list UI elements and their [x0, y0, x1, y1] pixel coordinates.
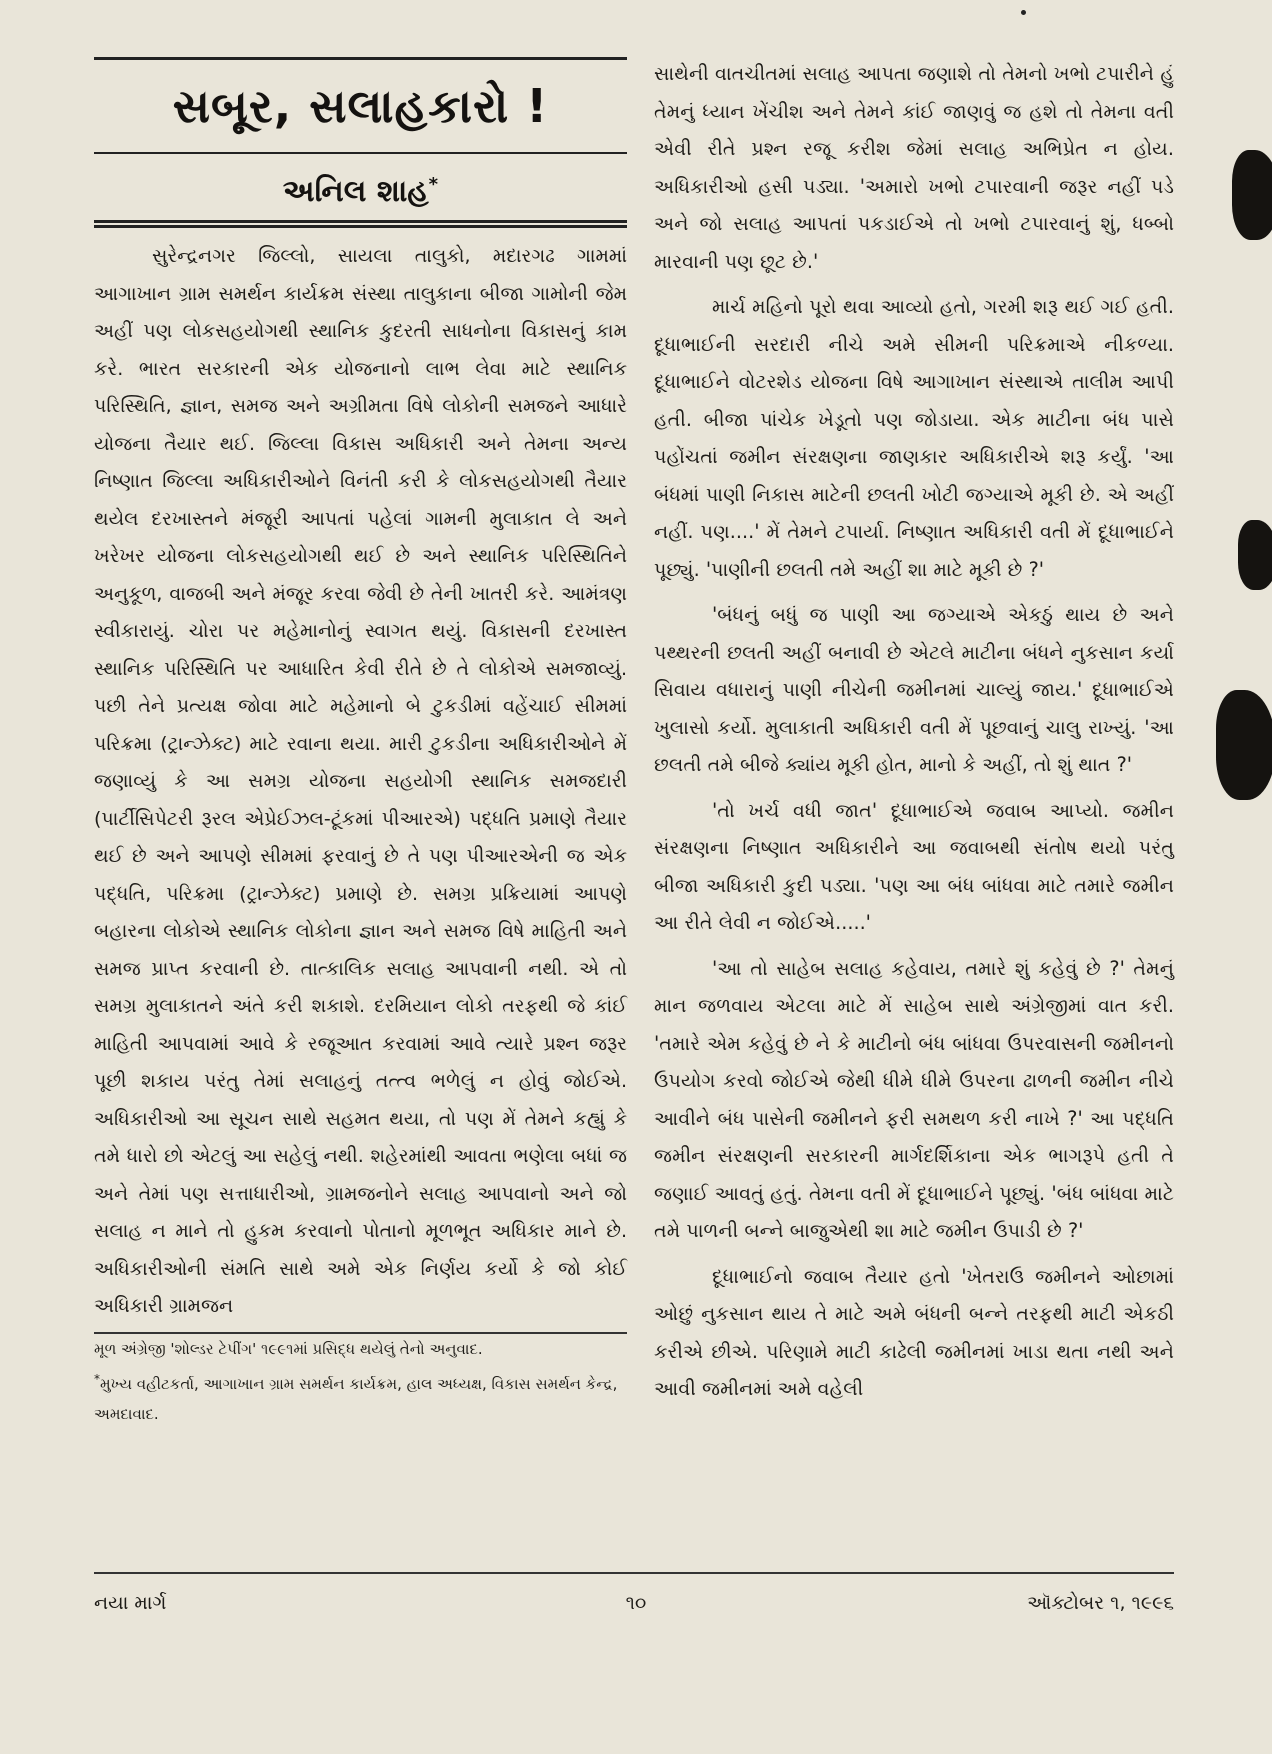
author-double-rule: [94, 220, 627, 228]
left-paragraph: સુરેન્દ્રનગર જિલ્લો, સાયલા તાલુકો, મદારગઢ ગામમાં આગાખાન ગ્રામ સમર્થન કાર્યક્રમ સંસ્થા તાલુકાના બીજા ગામોની જેમ અહીં પણ લોકસહયોગથી સ્થાનિક કુદરતી સાધનોના વિકાસનું કામ કરે. ભારત સરકારની એક યોજનાનો લાભ લેવા માટે સ્થાનિક પરિસ્થિતિ, જ્ઞાન, સમજ અને અગ્રીમતા વિષે લોકોની સમજને આધારે યોજના તૈયાર થઈ. જિલ્લા વિકાસ અધિકારી અને તેમના અન્ય નિષ્ણાત જિલ્લા અધિકારીઓને વિનંતી કરી કે લોકસહયોગથી તૈયાર થયેલ દરખાસ્તને મંજૂરી આપતાં પહેલાં ગામની મુલાકાત લે અને ખરેખર યોજના લોકસહયોગથી થઈ છે અને સ્થાનિક પરિસ્થિતિને અનુકૂળ, વાજબી અને મંજૂર કરવા જેવી છે તેની ખાતરી કરે. આમંત્રણ સ્વીકારાયું. ચોરા પર મહેમાનોનું સ્વાગત થયું. વિકાસની દરખાસ્ત સ્થાનિક પરિસ્થિતિ પર આધારિત કેવી રીતે છે તે લોકોએ સમજાવ્યું. પછી તેને પ્રત્યક્ષ જોવા માટે મહેમાનો બે ટુકડીમાં વહેંચાઈ સીમમાં પરિક્રમા (ટ્રાન્ઝેક્ટ) માટે રવાના થયા. મારી ટુકડીના અધિકારીઓને મેં જણાવ્યું કે આ સમગ્ર યોજના સહયોગી સ્થાનિક સમજદારી (પાર્ટીસિપેટરી રૂરલ એપ્રેઈઝલ-ટૂંકમાં પીઆરએ) પદ્ધતિ પ્રમાણે તૈયાર થઈ છે અને આપણે સીમમાં ફરવાનું છે તે પણ પીઆરએની જ એક પદ્ધતિ, પરિક્રમા (ટ્રાન્ઝેક્ટ) પ્રમાણે છે. સમગ્ર પ્રક્રિયામાં આપણે બહારના લોકોએ સ્થાનિક લોકોના જ્ઞાન અને સમજ વિષે માહિતી અને સમજ પ્રાપ્ત કરવાની છે. તાત્કાલિક સલાહ આપવાની નથી. એ તો સમગ્ર મુલાકાતને અંતે કરી શકાશે. દરમિયાન લોકો તરફથી જે કાંઈ માહિતી આપવામાં આવે કે રજૂઆત કરવામાં આવે ત્યારે પ્રશ્ન જરૂર પૂછી શકાય પરંતુ તેમાં સલાહનું તત્ત્વ ભળેલું ન હોવું જોઈએ. અધિકારીઓ આ સૂચન સાથે સહમત થયા, તો પણ મેં તેમને કહ્યું કે તમે ધારો છો એટલું આ સહેલું નથી. શહેરમાંથી આવતા ભણેલા બધાં જ અને તેમાં પણ સત્તાધારીઓ, ગ્રામજનોને સલાહ આપવાનો અને જો સલાહ ન માને તો હુકમ કરવાનો પોતાનો મૂળભૂત અધિકાર માને છે. અધિકારીઓની સંમતિ સાથે અમે એક નિર્ણય કર્યો કે જો કોઈ અધિકારી ગ્રામજન: [94, 245, 627, 1317]
right-paragraph: દૂધાભાઈનો જવાબ તૈયાર હતો 'ખેતરાઉ જમીનને ઓછામાં ઓછું નુકસાન થાય તે માટે અમે બંધની બન્ને તરફથી માટી એકઠી કરીએ છીએ. પરિણામે માટી કાઢેલી જમીનમાં ખાડા થતા નથી અને આવી જમીનમાં અમે વહેલી: [654, 1264, 1174, 1400]
ink-dot: [1021, 10, 1026, 15]
title-top-rule: [94, 57, 627, 60]
footer-rule: [94, 1572, 1174, 1574]
paper-tear-mark: [1238, 520, 1272, 590]
author-name: અનિલ શાહ: [282, 174, 429, 209]
author-footnote-mark: *: [428, 174, 439, 195]
footnote-translation: મૂળ અંગ્રેજી 'શોલ્ડર ટેપીંગ' ૧૯૯૧માં પ્રસિદ્ધ થયેલું તેનો અનુવાદ.: [94, 1339, 483, 1358]
right-column: [654, 55, 1174, 1408]
right-paragraph: માર્ચ મહિનો પૂરો થવા આવ્યો હતો, ગરમી શરૂ થઈ ગઈ હતી. દૂધાભાઈની સરદારી નીચે અમે સીમની પરિક્રમાએ નીકળ્યા. દૂધાભાઈને વોટરશેડ યોજના વિષે આગાખાન સંસ્થાએ તાલીમ આપી હતી. બીજા પાંચેક ખેડૂતો પણ જોડાયા. એક માટીના બંધ પાસે પહોંચતાં જમીન સંરક્ષણના જાણકાર અધિકારીએ શરૂ કર્યું. 'આ બંધમાં પાણી નિકાસ માટેની છલતી ખોટી જગ્યાએ મૂકી છે. એ અહીં નહીં. પણ....' મેં તેમને ટપાર્યા. નિષ્ણાત અધિકારી વતી મેં દૂધાભાઈને પૂછ્યું. 'પાણીની છલતી તમે અહીં શા માટે મૂકી છે ?': [654, 295, 1174, 581]
paper-tear-mark: [1232, 150, 1272, 240]
paper-tear-mark: [1216, 690, 1272, 800]
right-paragraph: 'તો ખર્ચ વધી જાત' દૂધાભાઈએ જવાબ આપ્યો. જમીન સંરક્ષણના નિષ્ણાત અધિકારીને આ જવાબથી સંતોષ થયો પરંતુ બીજા અધિકારી કુદી પડ્યા. 'પણ આ બંધ બાંધવા માટે તમારે જમીન આ રીતે લેવી ન જોઈએ.....': [654, 798, 1174, 934]
right-paragraph: 'બંધનું બધું જ પાણી આ જગ્યાએ એકઠું થાય છે અને પથ્થરની છલતી અહીં બનાવી છે એટલે માટીના બંધને નુકસાન કર્યા સિવાય વધારાનું પાણી નીચેની જમીનમાં ચાલ્યું જાય.' દૂધાભાઈએ ખુલાસો કર્યો. મુલાકાતી અધિકારી વતી મેં પૂછવાનું ચાલુ રાખ્યું. 'આ છલતી તમે બીજે ક્યાંય મૂકી હોત, માનો કે અહીં, તો શું થાત ?': [654, 603, 1174, 776]
issue-date: ઑક્ટોબર ૧, ૧૯૯૬: [1027, 1592, 1174, 1614]
right-paragraph: સાથેની વાતચીતમાં સલાહ આપતા જણાશે તો તેમનો ખભો ટપારીને હું તેમનું ધ્યાન ખેંચીશ અને તેમને કાંઈ જાણવું જ હશે તો તેમના વતી એવી રીતે પ્રશ્ન રજૂ કરીશ જેમાં સલાહ અભિપ્રેત ન હોય. અધિકારીઓ હસી પડ્યા. 'અમારો ખભો ટપારવાની જરૂર નહીં પડે અને જો સલાહ આપતાં પકડાઈએ તો ખભો ટપારવાનું શું, ધબ્બો મારવાની પણ છૂટ છે.': [654, 62, 1174, 273]
left-column: [94, 55, 627, 1429]
page-number: ૧૦: [625, 1592, 647, 1614]
publication-name: નયા માર્ગ: [94, 1592, 167, 1614]
footnote-author: *મુખ્ય વહીટકર્તા, આગાખાન ગ્રામ સમર્થન કાર્યક્રમ, હાલ અધ્યક્ષ, વિકાસ સમર્થન કેન્દ્ર, અમદાવાદ.: [94, 1371, 618, 1423]
right-paragraph: 'આ તો સાહેબ સલાહ કહેવાય, તમારે શું કહેવું છે ?' તેમનું માન જળવાય એટલા માટે મેં સાહેબ સાથે અંગ્રેજીમાં વાત કરી. 'તમારે એમ કહેવું છે ને કે માટીનો બંધ બાંધવા ઉપરવાસની જમીનનો ઉપયોગ કરવો જોઈએ જેથી ધીમે ધીમે ઉપરના ઢાળની જમીન નીચે આવીને બંધ પાસેની જમીનને ફરી સમથળ કરી નાખે ?' આ પદ્ધતિ જમીન સંરક્ષણની સરકારની માર્ગદર્શિકાના એક ભાગરૂપે હતી તે જણાઈ આવતું હતું. તેમના વતી મેં દૂધાભાઈને પૂછ્યું. 'બંધ બાંધવા માટે તમે પાળની બન્ને બાજુએથી શા માટે જમીન ઉપાડી છે ?': [654, 956, 1174, 1242]
article-title: સબૂર, સલાહકારો !: [172, 79, 549, 133]
article-author: [94, 156, 627, 214]
title-divider: [94, 152, 627, 154]
